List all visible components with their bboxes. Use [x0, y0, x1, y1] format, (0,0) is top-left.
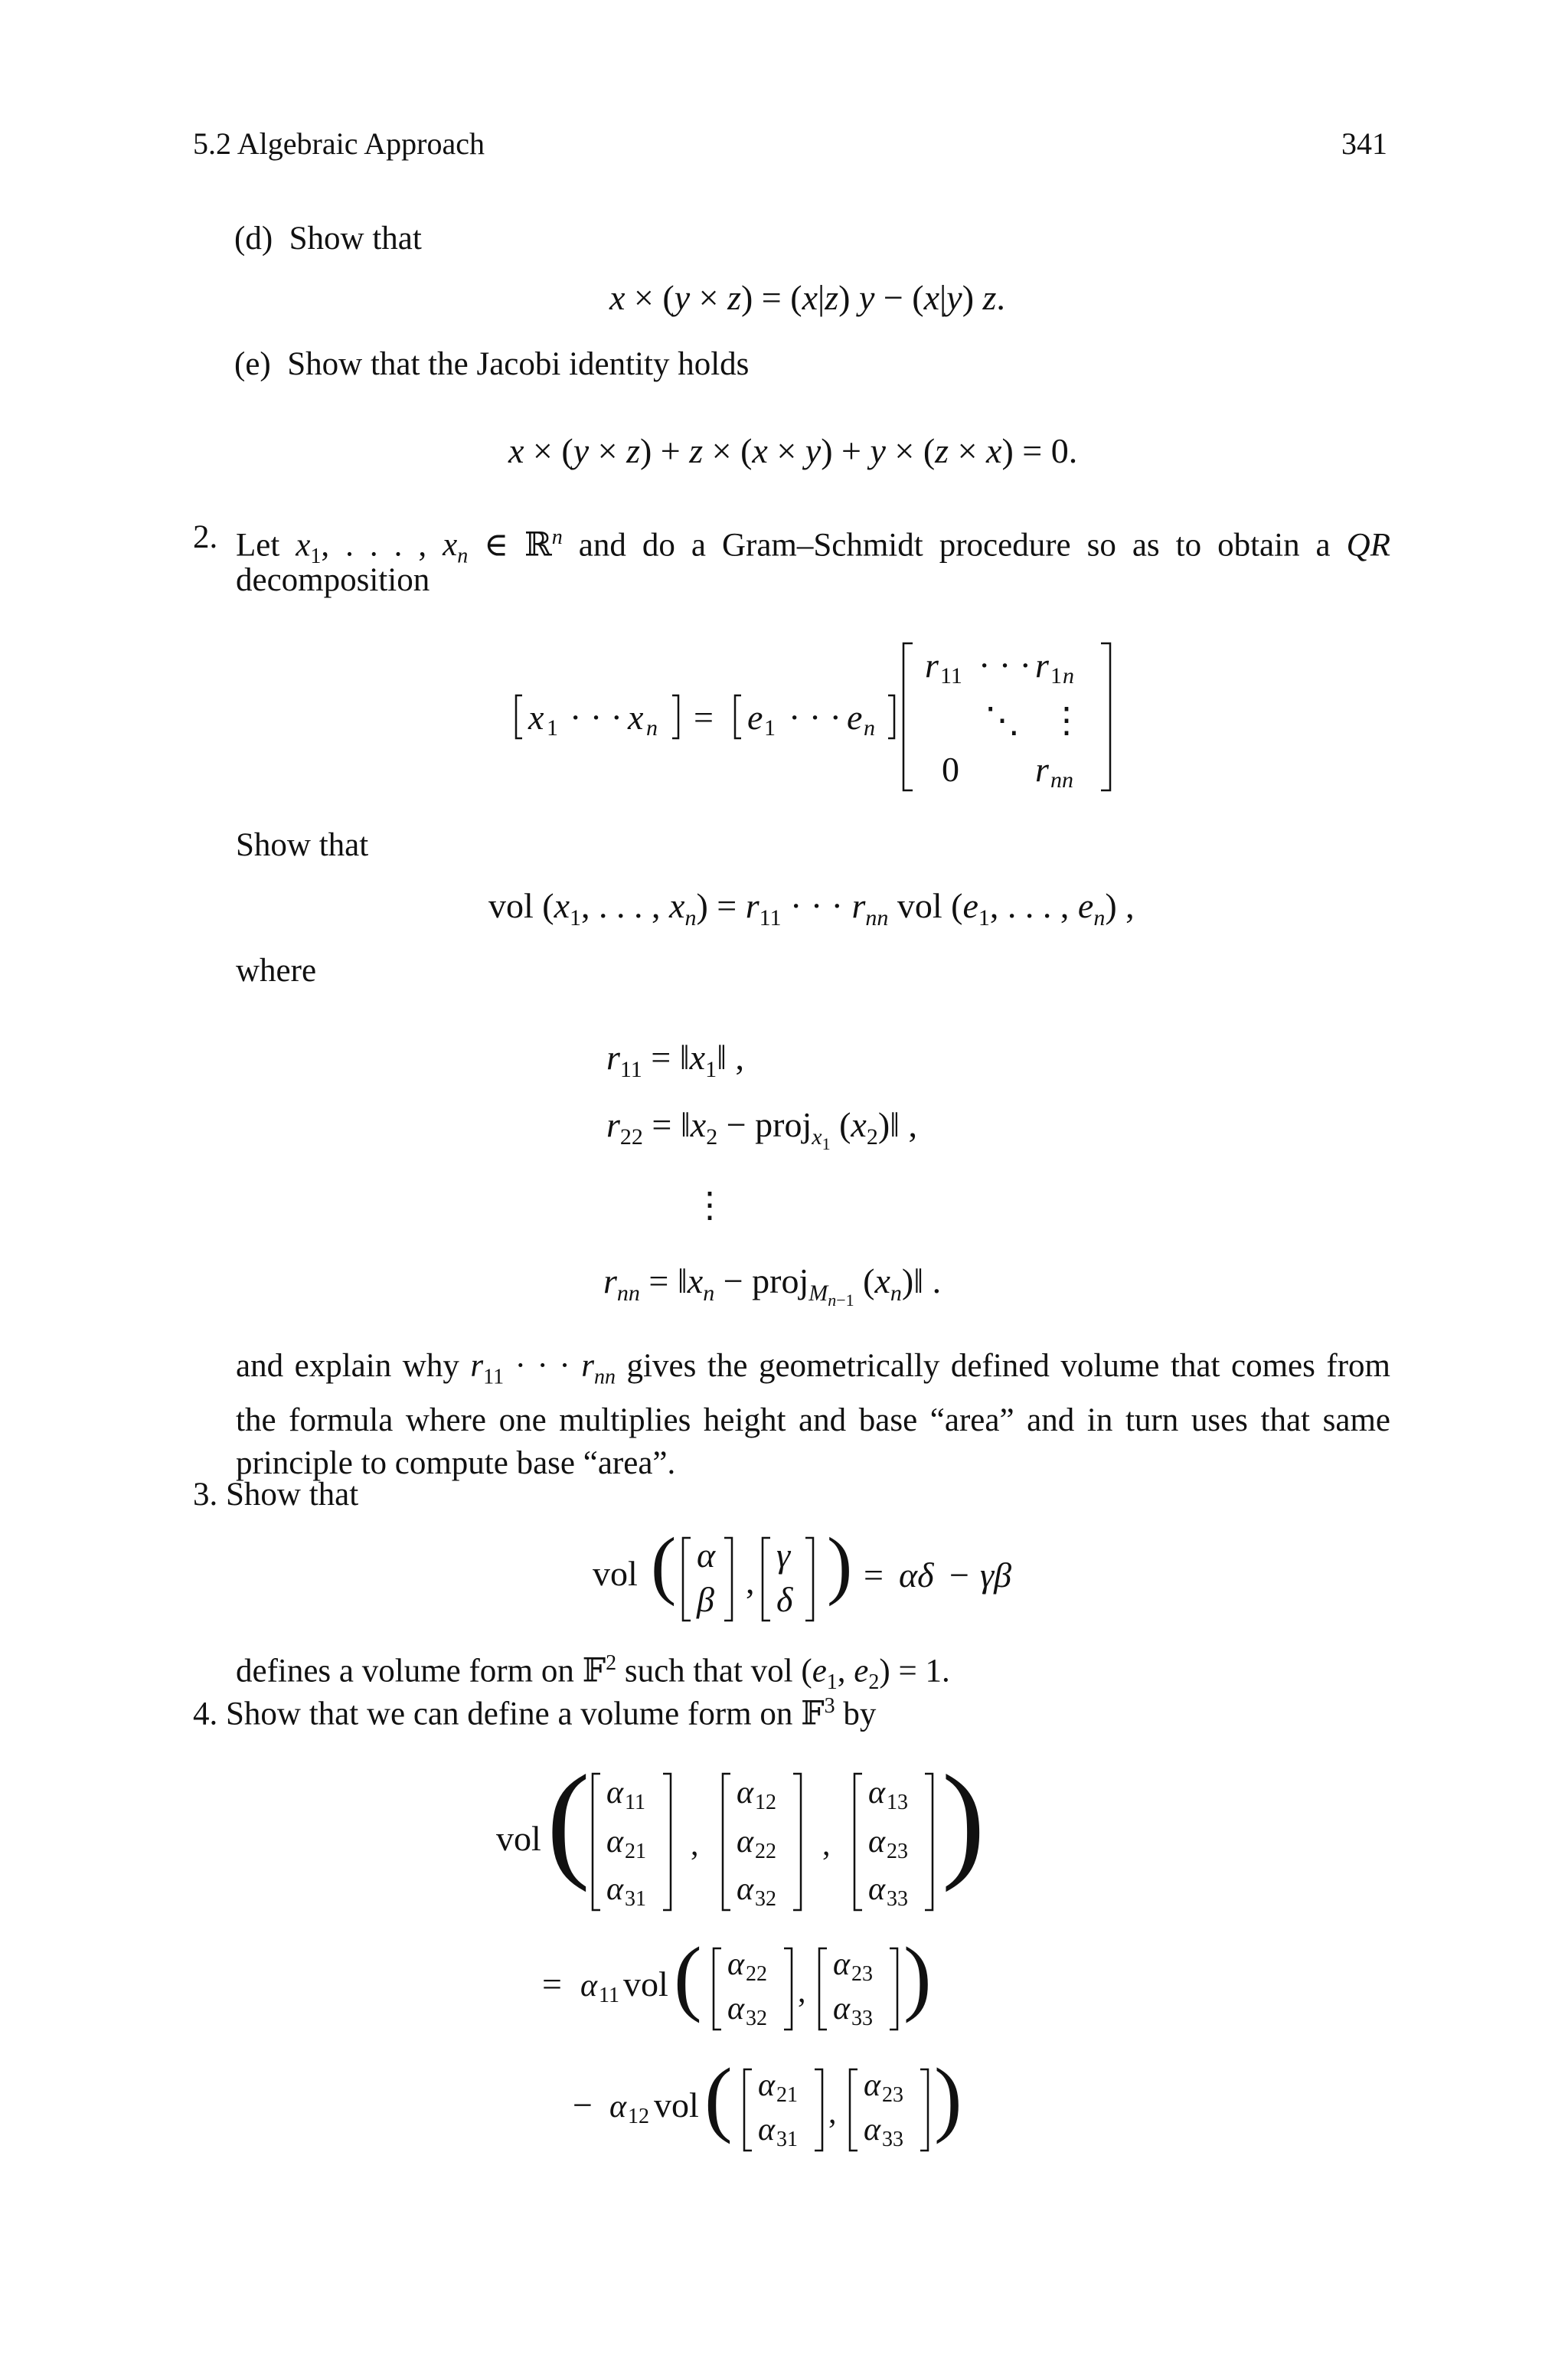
svg-text:=: = — [694, 698, 714, 737]
svg-text:γβ: γβ — [980, 1555, 1012, 1595]
svg-text:21: 21 — [776, 2083, 798, 2107]
svg-text:e: e — [847, 698, 863, 737]
svg-text:1: 1 — [764, 715, 776, 741]
svg-text:α: α — [606, 1824, 624, 1860]
svg-text:32: 32 — [755, 1887, 776, 1911]
ex3-heading — [193, 1474, 358, 1516]
ex2-where: where — [236, 953, 317, 989]
svg-text:α: α — [758, 2112, 776, 2147]
svg-text:α: α — [609, 2089, 627, 2124]
equation-jacobi: x × (y × z) + z × (x × y) + y × (z × x) = 0. — [508, 431, 1078, 470]
svg-text:α: α — [868, 1872, 886, 1907]
ex2-line2: decomposition — [236, 562, 430, 598]
svg-text:31: 31 — [776, 2128, 798, 2151]
ex3-text: Show that — [226, 1477, 359, 1513]
svg-text:vol: vol — [593, 1554, 638, 1593]
svg-text:11: 11 — [625, 1791, 645, 1814]
svg-text:12: 12 — [755, 1791, 776, 1814]
page-number: 341 — [1341, 126, 1387, 161]
equation-vol-product: vol ($x_1$, . . . , $x_n) = r_{11}$ · · · $r_{nn}$ vol ($e_1$, . . . , $e_n$) , — [488, 886, 1135, 931]
svg-text:α: α — [727, 1947, 745, 1982]
svg-text:n: n — [864, 715, 875, 741]
svg-text:x: x — [528, 698, 544, 737]
svg-text:nn: nn — [1050, 767, 1073, 793]
svg-text:=: = — [542, 1964, 562, 2003]
svg-text:β: β — [697, 1580, 714, 1619]
svg-text:α: α — [580, 1968, 598, 2003]
svg-text:r: r — [1035, 750, 1049, 789]
svg-text:n: n — [646, 715, 658, 741]
svg-text:,: , — [691, 1827, 699, 1863]
svg-text:=: = — [864, 1555, 884, 1595]
svg-text:n: n — [1063, 663, 1074, 689]
svg-text:,: , — [828, 2095, 837, 2131]
svg-text:⋱: ⋱ — [985, 701, 1020, 740]
svg-text:32: 32 — [746, 2007, 767, 2030]
ex4-heading: 4. Show that we can define a volume form on 𝔽$^3$ by — [193, 1694, 877, 1732]
svg-text:α: α — [864, 2068, 881, 2103]
svg-text:α: α — [868, 1775, 886, 1810]
svg-text:(: ( — [704, 2051, 733, 2144]
svg-text:31: 31 — [625, 1887, 646, 1911]
svg-text:e: e — [747, 698, 763, 737]
svg-text:−: − — [573, 2085, 593, 2124]
equation-d: x × (y × z) = (x|z) y − (x|y) z. — [609, 278, 1005, 317]
svg-text:23: 23 — [851, 1962, 873, 1986]
svg-text:(: ( — [547, 1748, 590, 1892]
svg-text:33: 33 — [882, 2128, 903, 2151]
svg-text:α: α — [868, 1824, 886, 1860]
svg-text:α: α — [606, 1872, 624, 1907]
svg-text:γ: γ — [776, 1536, 791, 1575]
svg-text:,: , — [798, 1974, 806, 2010]
svg-text:,: , — [822, 1827, 831, 1863]
svg-text:α: α — [737, 1775, 754, 1810]
svg-text:33: 33 — [887, 1887, 908, 1911]
svg-text:13: 13 — [887, 1791, 908, 1814]
item-label: (e) — [234, 346, 271, 382]
svg-text:): ) — [942, 1748, 985, 1892]
svg-text:23: 23 — [887, 1840, 908, 1863]
svg-text:): ) — [934, 2051, 962, 2144]
svg-text:vol: vol — [623, 1964, 668, 2003]
svg-text:23: 23 — [882, 2083, 903, 2107]
ex2-explain: and explain why $r_{11}$ · · · $r_{nn}$ gives the geometrically defined volume that comes from the formula where one multiplies height and base “area” and in turn uses that same principle to compute base “area”. — [236, 1348, 1390, 1481]
item-e — [234, 343, 749, 386]
item-label: (d) — [234, 221, 273, 257]
svg-text:α: α — [697, 1536, 716, 1575]
svg-text:33: 33 — [851, 2007, 873, 2030]
ex2-show-that: Show that — [236, 827, 369, 863]
equation-rnn: $r_{nn}$ = $‖x_n$ − proj$_{M_{n-1}}$ $(x_n)‖$ . — [603, 1261, 942, 1310]
svg-text:12: 12 — [628, 2105, 649, 2128]
svg-text:22: 22 — [755, 1840, 776, 1863]
svg-text:(: ( — [674, 1930, 702, 2023]
svg-text:(: ( — [651, 1522, 677, 1607]
running-header: 5.2 Algebraic Approach — [193, 126, 485, 161]
svg-text:· · ·: · · · — [789, 698, 841, 737]
svg-text:α: α — [864, 2112, 881, 2147]
svg-text:r: r — [925, 646, 939, 685]
svg-text:· · ·: · · · — [570, 698, 622, 737]
svg-text:22: 22 — [746, 1962, 767, 1986]
svg-text:21: 21 — [625, 1840, 646, 1863]
equation-r22: $r_{22}$ = $‖x_2$ − proj$_{x_1}$ $(x_2)‖$ , — [606, 1105, 918, 1154]
svg-text:α: α — [727, 1991, 745, 2026]
svg-text:vol: vol — [496, 1819, 541, 1858]
vertical-dots: ⋮ — [692, 1186, 727, 1225]
svg-text:δ: δ — [776, 1580, 793, 1619]
ex2-number: 2. — [193, 519, 218, 555]
svg-text:−: − — [949, 1555, 969, 1595]
svg-text:x: x — [628, 698, 644, 737]
equation-vol-2d — [582, 1522, 1057, 1628]
svg-text:vol: vol — [654, 2085, 699, 2124]
item-d — [234, 218, 422, 260]
svg-text:): ) — [903, 1930, 932, 2023]
svg-text:α: α — [737, 1824, 754, 1860]
ex2-line1: 2. Let $x_1$, . . . , $x_n$ ∈ ℝ$^n$ and do a Gram–Schmidt procedure so as to obtain a QR — [193, 519, 1390, 568]
svg-text:,: , — [746, 1562, 755, 1601]
equation-vol-3d — [490, 1748, 985, 2167]
item-text: Show that the Jacobi identity holds — [287, 346, 750, 382]
svg-text:αδ: αδ — [899, 1555, 934, 1595]
svg-text:1: 1 — [1050, 663, 1062, 689]
svg-text:11: 11 — [599, 1984, 619, 2007]
svg-text:· · ·: · · · — [978, 646, 1031, 685]
ex3-number: 3. — [193, 1477, 218, 1513]
svg-text:11: 11 — [940, 663, 962, 689]
ex3-after: defines a volume form on 𝔽$^2$ such that vol ($e_1$, $e_2) = 1$. — [236, 1651, 950, 1694]
svg-text:α: α — [606, 1775, 624, 1810]
qr-decomposition-equation — [505, 628, 1118, 804]
svg-text:⋮: ⋮ — [1049, 701, 1084, 740]
svg-text:α: α — [833, 1991, 851, 2026]
svg-text:α: α — [737, 1872, 754, 1907]
svg-text:r: r — [1035, 646, 1049, 685]
item-text: Show that — [289, 221, 422, 257]
svg-text:): ) — [827, 1522, 853, 1607]
svg-text:1: 1 — [547, 715, 558, 741]
equation-r11: $r_{11}$ = $‖x_1‖$ , — [606, 1038, 744, 1083]
svg-text:α: α — [758, 2068, 776, 2103]
svg-text:α: α — [833, 1947, 851, 1982]
svg-text:0: 0 — [942, 750, 959, 789]
